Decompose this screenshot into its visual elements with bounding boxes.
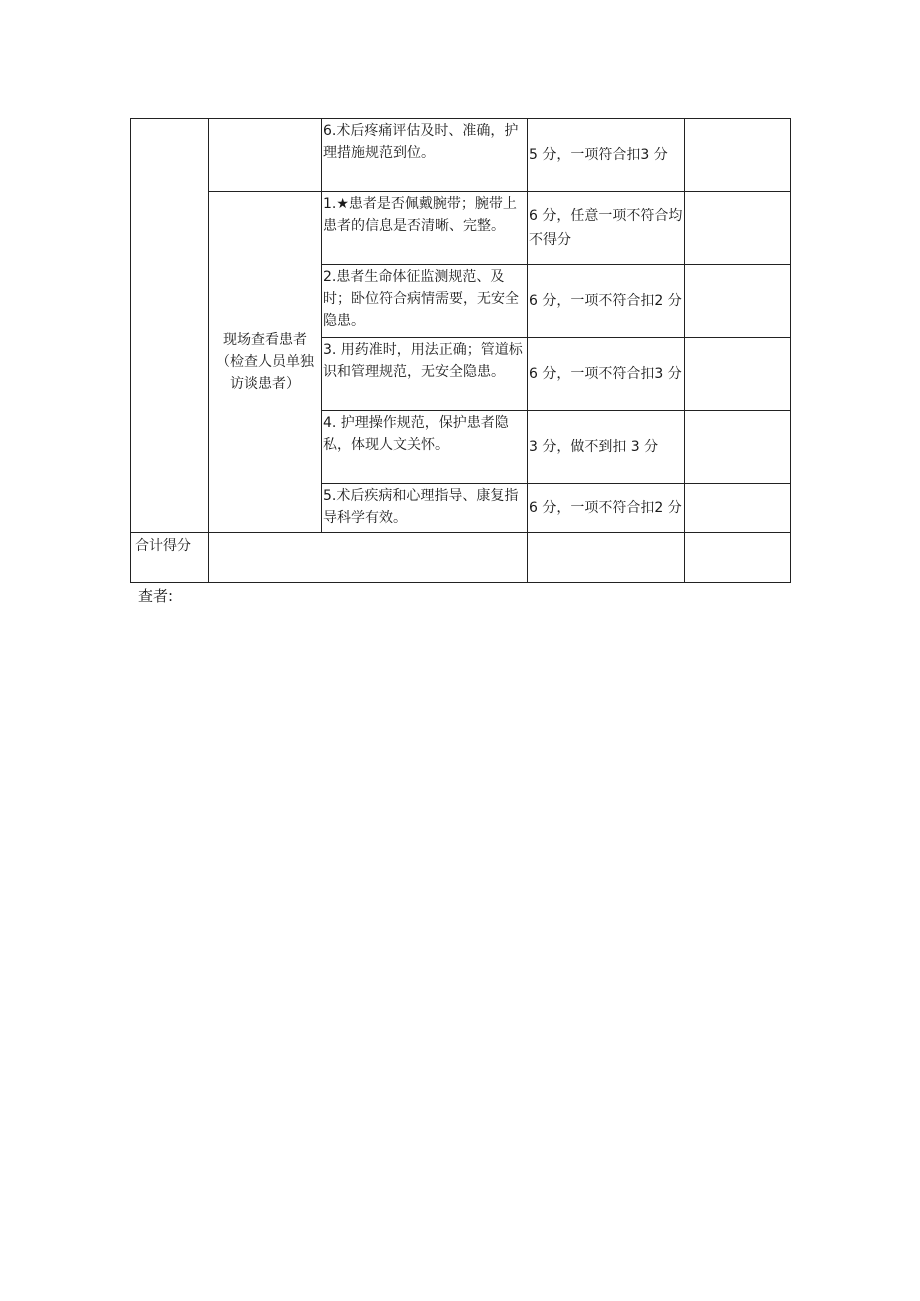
item-cell: 5.术后疾病和心理指导、康复指导科学有效。 bbox=[322, 484, 528, 533]
score-entry-cell[interactable] bbox=[685, 265, 791, 338]
item-cell: 6.术后疼痛评估及时、准确，护理措施规范到位。 bbox=[322, 119, 528, 192]
total-row bbox=[131, 533, 791, 583]
table-row bbox=[131, 192, 791, 265]
total-score-rule-cell bbox=[528, 533, 685, 583]
score-entry-cell[interactable] bbox=[685, 484, 791, 533]
total-merged-cell bbox=[209, 533, 528, 583]
score-entry-cell[interactable] bbox=[685, 338, 791, 411]
score-rule-cell: 6 分，任意一项不符合均不得分 bbox=[528, 192, 685, 265]
total-label: 合计得分 bbox=[131, 533, 209, 583]
category-cell-empty bbox=[209, 119, 322, 192]
score-entry-cell[interactable] bbox=[685, 411, 791, 484]
first-column-cell bbox=[131, 119, 209, 533]
total-score-entry-cell[interactable] bbox=[685, 533, 791, 583]
score-entry-cell[interactable] bbox=[685, 119, 791, 192]
score-rule-cell: 5 分，一项符合扣3 分 bbox=[528, 119, 685, 192]
score-entry-cell[interactable] bbox=[685, 192, 791, 265]
inspector-label: 查者: bbox=[138, 587, 174, 605]
item-cell: 2.患者生命体征监测规范、及时；卧位符合病情需要，无安全隐患。 bbox=[322, 265, 528, 338]
score-rule-cell: 6 分，一项不符合扣2 分 bbox=[528, 484, 685, 533]
item-cell: 3. 用药准时，用法正确；管道标识和管理规范，无安全隐患。 bbox=[322, 338, 528, 411]
item-cell: 1.★患者是否佩戴腕带；腕带上患者的信息是否清晰、完整。 bbox=[322, 192, 528, 265]
score-rule-cell: 3 分，做不到扣 3 分 bbox=[528, 411, 685, 484]
item-cell: 4. 护理操作规范，保护患者隐私，体现人文关怀。 bbox=[322, 411, 528, 484]
evaluation-table bbox=[130, 118, 791, 583]
score-rule-cell: 6 分，一项不符合扣2 分 bbox=[528, 265, 685, 338]
score-rule-cell: 6 分，一项不符合扣3 分 bbox=[528, 338, 685, 411]
table-row bbox=[131, 119, 791, 192]
category-cell: 现场查看患者（检查人员单独访谈患者） bbox=[209, 192, 322, 533]
